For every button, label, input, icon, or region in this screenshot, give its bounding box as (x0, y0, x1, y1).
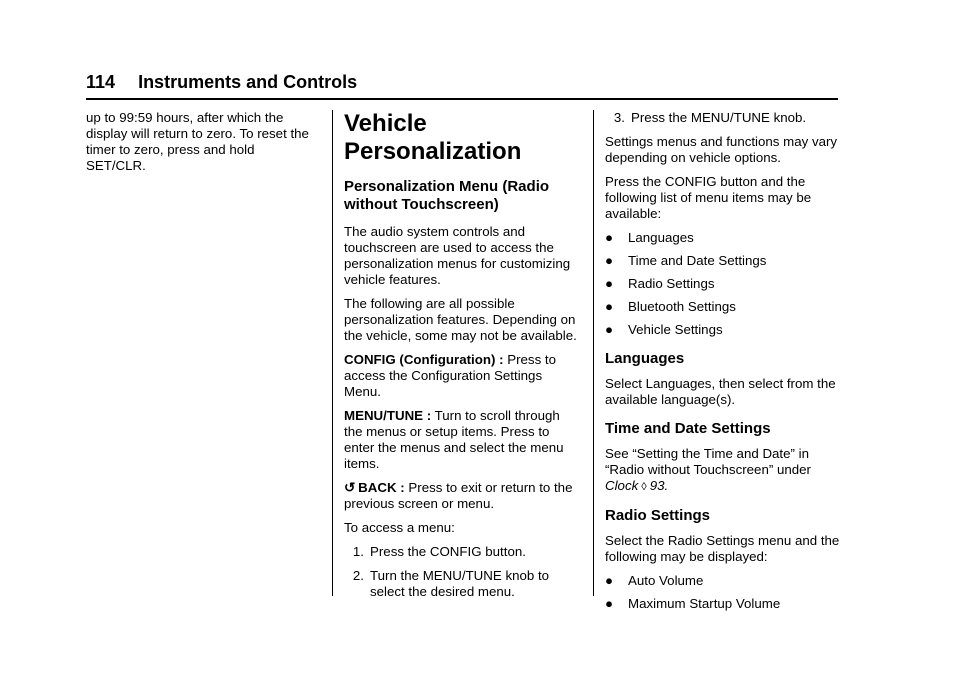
list-item (344, 568, 579, 600)
page-reference-icon: ◊ (641, 481, 647, 493)
item-text: Bluetooth Settings (628, 299, 736, 314)
paragraph: Select the Radio Settings menu and the following may be displayed: (605, 533, 840, 564)
bullet-icon: ● (605, 299, 614, 314)
list-item (605, 230, 845, 246)
item-text: Radio Settings (628, 276, 715, 291)
column-3 (605, 110, 845, 619)
paragraph: Select Languages, then select from the available language(s). (605, 376, 836, 407)
header-rule (86, 98, 838, 100)
item-text: Auto Volume (628, 573, 704, 588)
list-item (605, 596, 845, 612)
menu-items-list (605, 230, 845, 338)
config-label: CONFIG (Configuration) : (344, 352, 504, 367)
back-text: Press to exit or return to the previous screen or menu. (344, 480, 573, 511)
list-item (605, 276, 845, 292)
page-reference[interactable]: 93. (649, 478, 669, 493)
languages-heading: Languages (605, 350, 685, 367)
bullet-icon: ● (605, 573, 614, 588)
time-date-heading: Time and Date Settings (605, 420, 771, 437)
paragraph-text: See “Setting the Time and Date” in “Radio without Touchscreen” under (605, 446, 811, 477)
column-divider-2 (593, 110, 594, 596)
radio-settings-heading: Radio Settings (605, 507, 711, 524)
clock-reference[interactable]: Clock (605, 478, 639, 493)
paragraph: Press the CONFIG button and the following list of menu items may be available: (605, 174, 812, 221)
menu-tune-definition (344, 408, 579, 472)
bullet-icon: ● (605, 276, 614, 291)
config-definition (344, 352, 579, 400)
subsection-heading: Personalization Menu (Radio without Touchscreen) (344, 178, 550, 213)
item-text: Languages (628, 230, 694, 245)
steps-list-continued (605, 110, 845, 126)
paragraph: Settings menus and functions may vary depending on vehicle options. (605, 134, 838, 165)
back-icon: ↺ (344, 480, 356, 495)
list-item (605, 299, 845, 315)
step-text: Press the CONFIG button. (370, 544, 526, 559)
item-text: Time and Date Settings (628, 253, 767, 268)
item-text: Vehicle Settings (628, 322, 723, 337)
bullet-icon: ● (605, 322, 614, 337)
paragraph: To access a menu: (344, 520, 455, 535)
page-header (86, 72, 357, 93)
step-text: Press the MENU/TUNE knob. (631, 110, 807, 125)
step-number: 2. (352, 568, 364, 583)
step-text: Turn the MENU/TUNE knob to select the desired menu. (370, 568, 550, 599)
back-label: BACK : (358, 480, 405, 495)
config-text: Press to access the Configuration Settings Menu. (344, 352, 557, 399)
paragraph: The following are all possible personalization features. Depending on the vehicle, some may not be available. (344, 296, 577, 343)
list-item (605, 322, 845, 338)
bullet-icon: ● (605, 230, 614, 245)
list-item (605, 110, 845, 126)
column-1 (86, 110, 311, 182)
step-number: 1. (352, 544, 364, 559)
list-item (605, 573, 845, 589)
paragraph: up to 99:59 hours, after which the display will return to zero. To reset the timer to zero, press and hold SET/CLR. (86, 110, 309, 173)
list-item (605, 253, 845, 269)
section-title: Instruments and Controls (138, 72, 358, 92)
paragraph: The audio system controls and touchscreen are used to access the personalization menus for customizing vehicle features. (344, 224, 571, 287)
column-2 (344, 110, 579, 608)
item-text: Maximum Startup Volume (628, 596, 781, 611)
menu-tune-text: Turn to scroll through the menus or setup items. Press to enter the menus and select the menu items. (344, 408, 564, 471)
radio-items-list (605, 573, 845, 612)
section-heading: Vehicle Personalization (344, 110, 522, 165)
back-definition (344, 480, 579, 512)
bullet-icon: ● (605, 253, 614, 268)
steps-list (344, 544, 579, 600)
bullet-icon: ● (605, 596, 614, 611)
page-number: 114 (86, 72, 116, 92)
menu-tune-label: MENU/TUNE : (344, 408, 432, 423)
time-date-paragraph (605, 446, 845, 495)
column-divider-1 (332, 110, 333, 596)
step-number: 3. (613, 110, 625, 125)
list-item (344, 544, 579, 560)
